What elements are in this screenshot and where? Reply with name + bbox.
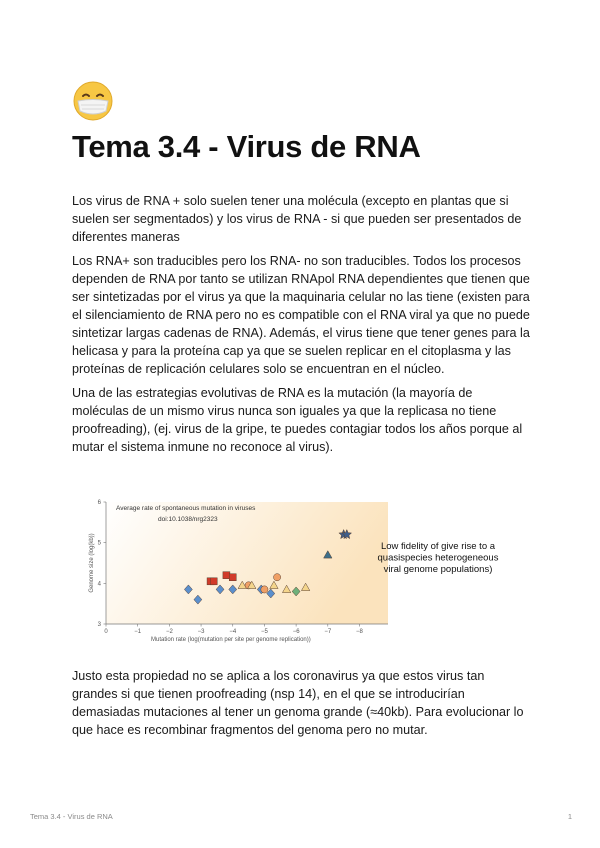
page-title: Tema 3.4 - Virus de RNA xyxy=(72,129,421,164)
paragraph: Los virus de RNA + solo suelen tener una molécula (excepto en plantas que si suelen ser segmentados) y los virus de RNA - si que pueden ser presentados de diferentes maneras xyxy=(72,194,522,244)
x-tick-label: −7 xyxy=(324,629,332,635)
body-text xyxy=(72,192,532,462)
paragraph: Justo esta propiedad no se aplica a los coronavirus ya que estos virus tan grandes si que tienen proofreading (nsp 14), en el que se introducirían demasiadas mutaciones al tener un genoma grande (≈40kb). Para evolucionar lo que hace es recombinar fragmentos del genoma pero no mutar. xyxy=(72,669,524,737)
x-tick-label: −4 xyxy=(229,629,237,635)
x-tick-label: −8 xyxy=(356,629,363,635)
x-axis-label: Mutation rate (log(mutation per site per genome replication)) xyxy=(151,637,311,643)
x-tick-label: −3 xyxy=(197,629,205,635)
x-tick-label: −2 xyxy=(165,629,173,635)
annotation-line: viral genome populations) xyxy=(383,564,493,575)
paragraph: Los RNA+ son traducibles pero los RNA- no son traducibles. Todos los procesos dependen de RNA por tanto se utilizan RNApol RNA dependientes que tienen que ser sintetizadas por el virus ya que la maquinaria celular no las tiene (existen para el silenciamiento de RNA pero no es compatible con el RNA viral ya que no puede sintetizar largas cadenas de RNA). Además, el virus tiene que tener genes para la helicasa y para la proteína cap ya que se suelen replicar en el citoplasma y las proteínas de replicación celulares solo se encuentran en el núcleo. xyxy=(72,254,530,376)
y-tick-label: 5 xyxy=(97,540,101,547)
data-point-circle xyxy=(274,574,281,581)
y-tick-label: 4 xyxy=(97,581,101,588)
y-tick-label: 3 xyxy=(97,622,101,628)
paragraph: Una de las estrategias evolutivas de RNA es la mutación (la mayoría de moléculas de un mismo virus nunca son iguales ya que la replicasa no tiene proofreading), (ej. virus de la gripe, te puedes contagiar todos los años porque al mutar el sistema inmune no reconoce al virus). xyxy=(72,386,523,454)
data-point-square xyxy=(229,574,236,581)
x-tick-label: −6 xyxy=(292,629,300,635)
data-point-circle xyxy=(261,586,268,593)
face-with-medical-mask-icon xyxy=(72,80,114,122)
inset-title: Average rate of spontaneous mutation in viruses xyxy=(116,505,256,512)
y-axis-label: Genome size (log(kb)) xyxy=(89,533,95,593)
page-number: 1 xyxy=(567,812,572,821)
footer-title: Tema 3.4 - Virus de RNA xyxy=(30,812,113,821)
y-tick-label: 6 xyxy=(97,500,101,506)
x-tick-label: −5 xyxy=(261,629,268,635)
plot-background xyxy=(106,502,388,624)
data-point-square xyxy=(210,578,217,585)
annotation-line: quasispecies heterogeneous xyxy=(377,552,499,564)
x-tick-label: 0 xyxy=(104,629,108,635)
chart-annotation xyxy=(378,541,499,575)
x-tick-label: −1 xyxy=(134,629,142,635)
annotation-line: Low fidelity of give rise to a xyxy=(380,541,496,552)
data-point-square xyxy=(223,572,230,579)
inset-subtitle: doi:10.1038/nrg2323 xyxy=(158,516,218,523)
mutation-rate-figure xyxy=(88,492,518,652)
mutation-rate-chart xyxy=(88,492,518,652)
